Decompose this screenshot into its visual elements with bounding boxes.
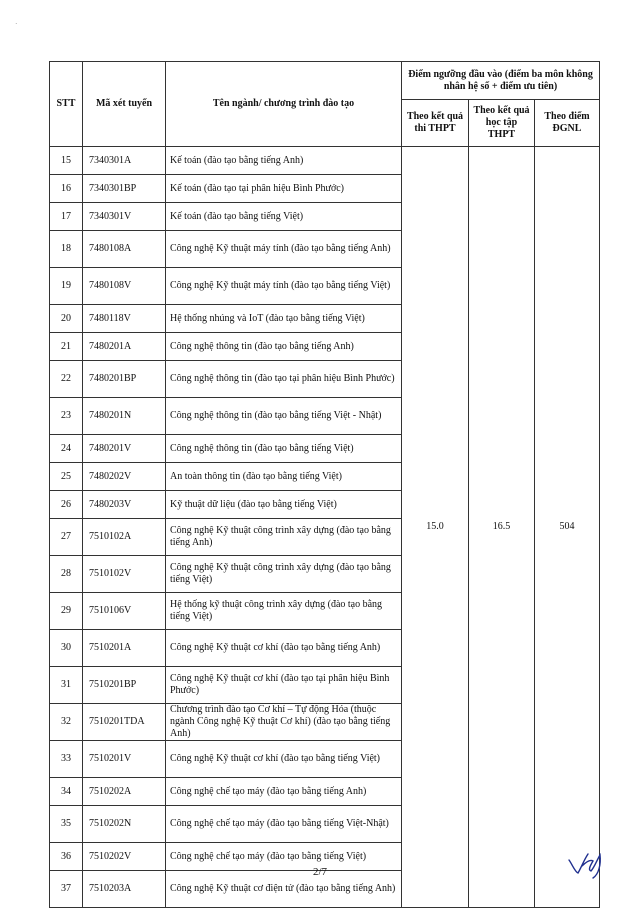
row-code: 7480201V [83,435,166,463]
row-stt: 37 [50,871,83,908]
header-threshold: Điểm ngưỡng đầu vào (điểm ba môn không nhân hệ số + điểm ưu tiên) [402,62,600,100]
row-stt: 15 [50,147,83,175]
row-stt: 32 [50,704,83,741]
row-program-name: Công nghệ Kỹ thuật công trình xây dựng (đào tạo bằng tiếng Anh) [166,519,402,556]
row-program-name: Kế toán (đào tạo tại phân hiệu Bình Phước) [166,175,402,203]
row-code: 7510202N [83,806,166,843]
row-code: 7480203V [83,491,166,519]
row-stt: 16 [50,175,83,203]
row-code: 7510102V [83,556,166,593]
row-program-name: Công nghệ thông tin (đào tạo bằng tiếng Anh) [166,333,402,361]
row-stt: 19 [50,268,83,305]
row-code: 7510106V [83,593,166,630]
row-code: 7480201BP [83,361,166,398]
row-code: 7510201BP [83,667,166,704]
row-stt: 35 [50,806,83,843]
row-stt: 25 [50,463,83,491]
row-stt: 17 [50,203,83,231]
row-program-name: Hệ thống kỹ thuật công trình xây dựng (đào tạo bằng tiếng Việt) [166,593,402,630]
row-program-name: Công nghệ Kỹ thuật cơ khí (đào tạo bằng tiếng Anh) [166,630,402,667]
row-program-name: Công nghệ thông tin (đào tạo tại phân hiệu Bình Phước) [166,361,402,398]
row-program-name: Công nghệ Kỹ thuật máy tính (đào tạo bằng tiếng Anh) [166,231,402,268]
row-stt: 20 [50,305,83,333]
row-program-name: Công nghệ thông tin (đào tạo bằng tiếng Việt) [166,435,402,463]
row-program-name: Công nghệ chế tạo máy (đào tạo bằng tiếng Việt-Nhật) [166,806,402,843]
row-code: 7510201V [83,741,166,778]
row-program-name: Công nghệ Kỹ thuật cơ khí (đào tạo bằng tiếng Việt) [166,741,402,778]
row-code: 7480108A [83,231,166,268]
signature-mark [566,846,608,880]
row-stt: 28 [50,556,83,593]
header-stt: STT [50,62,83,147]
row-stt: 30 [50,630,83,667]
row-stt: 36 [50,843,83,871]
header-thpt: Theo kết quả thi THPT [402,100,469,147]
score-transcript: 16.5 [469,147,535,908]
row-program-name: Công nghệ Kỹ thuật công trình xây dựng (đào tạo bằng tiếng Việt) [166,556,402,593]
row-code: 7510203A [83,871,166,908]
row-code: 7340301V [83,203,166,231]
row-code: 7480201A [83,333,166,361]
row-program-name: Công nghệ thông tin (đào tạo bằng tiếng Việt - Nhật) [166,398,402,435]
row-code: 7510201TDA [83,704,166,741]
row-stt: 33 [50,741,83,778]
score-thpt: 15.0 [402,147,469,908]
table-row [50,147,600,175]
row-program-name: Kế toán (đào tạo bằng tiếng Việt) [166,203,402,231]
row-code: 7480202V [83,463,166,491]
page-number: 2/7 [312,866,328,878]
row-code: 7480108V [83,268,166,305]
row-code: 7340301BP [83,175,166,203]
row-stt: 29 [50,593,83,630]
admission-threshold-table [49,61,600,908]
row-stt: 21 [50,333,83,361]
row-program-name: Hệ thống nhúng và IoT (đào tạo bằng tiếng Việt) [166,305,402,333]
row-code: 7480201N [83,398,166,435]
row-stt: 23 [50,398,83,435]
row-stt: 31 [50,667,83,704]
row-code: 7510102A [83,519,166,556]
row-code: 7510201A [83,630,166,667]
row-code: 7340301A [83,147,166,175]
row-stt: 18 [50,231,83,268]
row-program-name: Chương trình đào tạo Cơ khí – Tự động Hóa (thuộc ngành Công nghệ Kỹ thuật Cơ khí) (đào tạo bằng tiếng Anh) [166,704,402,741]
row-program-name: Công nghệ Kỹ thuật cơ điện tử (đào tạo bằng tiếng Anh) [166,871,402,908]
corner-mark: ˙ [15,22,18,30]
header-transcript: Theo kết quả học tập THPT [469,100,535,147]
row-stt: 27 [50,519,83,556]
row-code: 7480118V [83,305,166,333]
row-stt: 22 [50,361,83,398]
row-program-name: Công nghệ Kỹ thuật cơ khí (đào tạo tại phân hiệu Bình Phước) [166,667,402,704]
row-code: 7510202V [83,843,166,871]
header-code: Mã xét tuyển [83,62,166,147]
row-stt: 24 [50,435,83,463]
row-program-name: Kỹ thuật dữ liệu (đào tạo bằng tiếng Việt) [166,491,402,519]
row-program-name: Công nghệ chế tạo máy (đào tạo bằng tiếng Anh) [166,778,402,806]
row-program-name: Công nghệ chế tạo máy (đào tạo bằng tiếng Việt) [166,843,402,871]
score-dgnl: 504 [535,147,600,908]
row-stt: 26 [50,491,83,519]
header-program: Tên ngành/ chương trình đào tạo [166,62,402,147]
row-program-name: Kế toán (đào tạo bằng tiếng Anh) [166,147,402,175]
row-stt: 34 [50,778,83,806]
row-program-name: Công nghệ Kỹ thuật máy tính (đào tạo bằng tiếng Việt) [166,268,402,305]
row-program-name: An toàn thông tin (đào tạo bằng tiếng Việt) [166,463,402,491]
header-dgnl: Theo điểm ĐGNL [535,100,600,147]
row-code: 7510202A [83,778,166,806]
